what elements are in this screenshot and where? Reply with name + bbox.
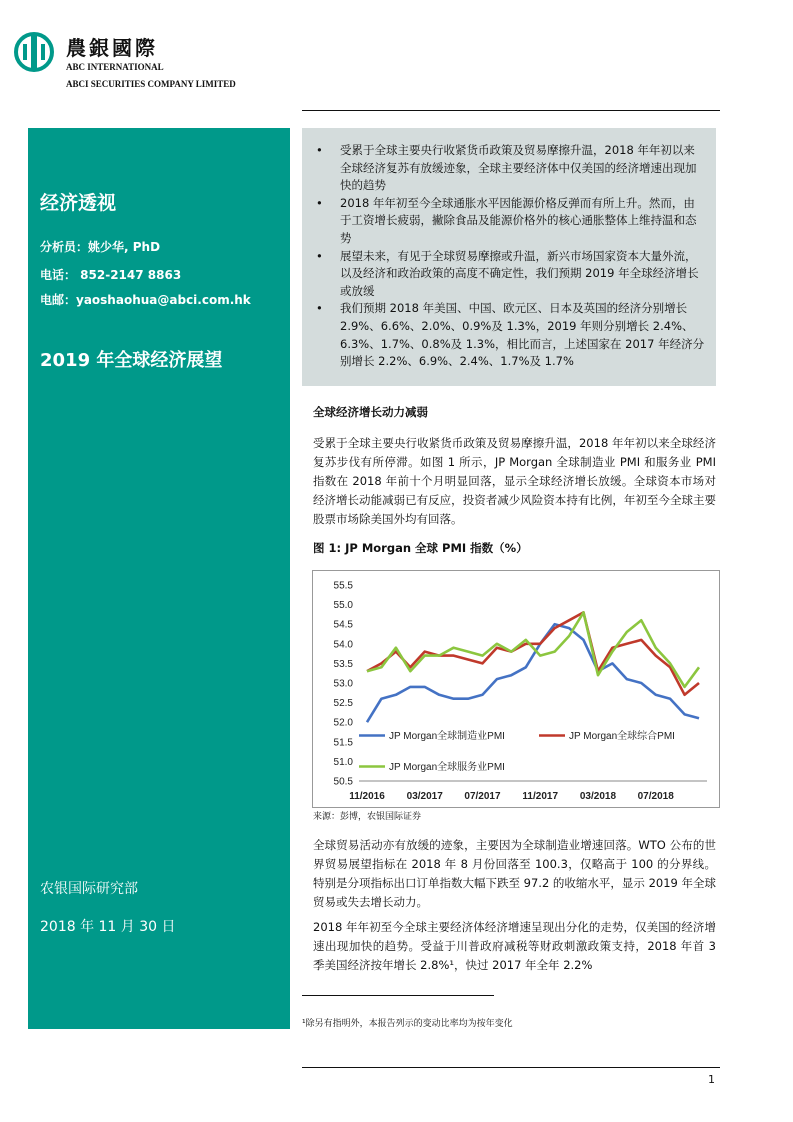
- figure-title: 图 1: JP Morgan 全球 PMI 指数（%）: [313, 541, 528, 555]
- x-tick-label: 03/2018: [579, 791, 617, 802]
- brand-name-cn: 農銀國際: [66, 36, 158, 60]
- y-tick-label: 50.5: [333, 776, 353, 788]
- footnote-divider: [302, 995, 494, 996]
- brand-company-en: ABCI SECURITIES COMPANY LIMITED: [66, 79, 236, 89]
- y-tick-label: 51.5: [333, 737, 353, 749]
- summary-list: [302, 128, 716, 371]
- figure-source: 来源：彭博，农银国际证券: [313, 812, 422, 822]
- section-title: 全球经济增长动力减弱: [313, 405, 428, 419]
- report-date: 2018 年 11 月 30 日: [40, 919, 176, 935]
- paragraph-3: 2018 年年初至今全球主要经济体经济增速呈现出分化的走势，仅美国的经济增速出现加快的趋势。受益于川普政府减税等财政刺激政策支持，2018 年首 3 季美国经济按年增长 2.8%¹，快过 2017 年全年 2.2%: [313, 920, 716, 972]
- section-label: 经济透视: [40, 192, 117, 214]
- paragraph-2: 全球贸易活动亦有放缓的迹象，主要因为全球制造业增速回落。WTO 公布的世界贸易展望指标在 2018 年 8 月份回落至 100.3，仅略高于 100 的分界线。特别是分项指标出口订单指数大幅下跌至 97.2 的收缩水平，显示 2019 年全球贸易或失去增长动力。: [313, 838, 716, 909]
- series-line-1: [367, 624, 699, 722]
- summary-item: • 2018 年年初至今全球通胀水平因能源价格反弹而有所上升。然而，由于工资增长疲弱，撇除食品及能源价格外的核心通胀整体上维持温和态势: [340, 195, 706, 248]
- sidebar-panel: [28, 128, 290, 1029]
- analyst-phone: 电话： 852-2147 8863: [40, 268, 182, 282]
- paragraph-1: 受累于全球主要央行收紧货币政策及贸易摩擦升温，2018 年年初以来全球经济复苏步伐有所停滞。如图 1 所示，JP Morgan 全球制造业 PMI 和服务业 PMI 指数在 2018 年前十个月明显回落，显示全球经济增长放缓。全球资本市场对经济增长动能减弱已有反应，投资者减少风险资本持有比例，年初至今全球主要股票市场除美国外均有回落。: [313, 436, 716, 526]
- summary-item: • 我们预期 2018 年美国、中国、欧元区、日本及英国的经济分别增长 2.9%、6.6%、2.0%、0.9%及 1.3%，2019 年则分别增长 2.4%、6.3%、1.7%、0.8%及 1.3%，相比而言，上述国家在 2017 年经济分别增长 2.2%、6.9%、2.4%、1.7%及 1.7%: [340, 300, 706, 370]
- footer-divider: [302, 1067, 720, 1068]
- report-title: 2019 年全球经济展望: [40, 350, 223, 371]
- page-number: 1: [708, 1073, 715, 1086]
- x-tick-label: 03/2017: [406, 791, 443, 802]
- summary-item: • 展望未来，有见于全球贸易摩擦或升温，新兴市场国家资本大量外流，以及经济和政治政策的高度不确定性，我们预期 2019 年全球经济增长或放缓: [340, 248, 706, 301]
- summary-item: • 受累于全球主要央行收紧货币政策及贸易摩擦升温，2018 年年初以来全球经济复苏有放缓迹象，全球主要经济体中仅美国的经济增速出现加快的趋势: [340, 142, 706, 195]
- pmi-chart-svg: [313, 571, 719, 807]
- x-tick-label: 07/2017: [464, 791, 501, 802]
- y-tick-label: 52.0: [333, 717, 353, 729]
- summary-box: [302, 128, 716, 386]
- pmi-chart: [312, 570, 720, 808]
- y-tick-label: 54.5: [333, 619, 353, 631]
- y-tick-label: 53.5: [333, 658, 353, 670]
- y-tick-label: 55.0: [333, 600, 353, 612]
- y-tick-label: 52.5: [333, 698, 353, 710]
- y-tick-label: 55.5: [333, 580, 353, 592]
- legend-label: JP Morgan全球综合PMI: [569, 731, 675, 742]
- x-tick-label: 11/2017: [522, 791, 559, 802]
- brand-name-en: ABC INTERNATIONAL: [66, 62, 164, 72]
- y-tick-label: 53.0: [333, 678, 353, 690]
- header-divider: [302, 110, 720, 111]
- y-tick-label: 51.0: [333, 756, 353, 768]
- y-tick-label: 54.0: [333, 639, 353, 651]
- x-tick-label: 07/2018: [637, 791, 674, 802]
- abc-logo-icon: [14, 32, 54, 72]
- analyst-email: 电邮：yaoshaohua@abci.com.hk: [40, 293, 251, 307]
- analyst-name: 分析员：姚少华, PhD: [40, 240, 161, 254]
- legend-label: JP Morgan全球服务业PMI: [389, 762, 505, 773]
- footnote: ¹除另有指明外，本报告列示的变动比率均为按年变化: [302, 1019, 513, 1029]
- department: 农银国际研究部: [40, 881, 138, 897]
- legend-label: JP Morgan全球制造业PMI: [389, 731, 505, 742]
- x-tick-label: 11/2016: [349, 791, 385, 802]
